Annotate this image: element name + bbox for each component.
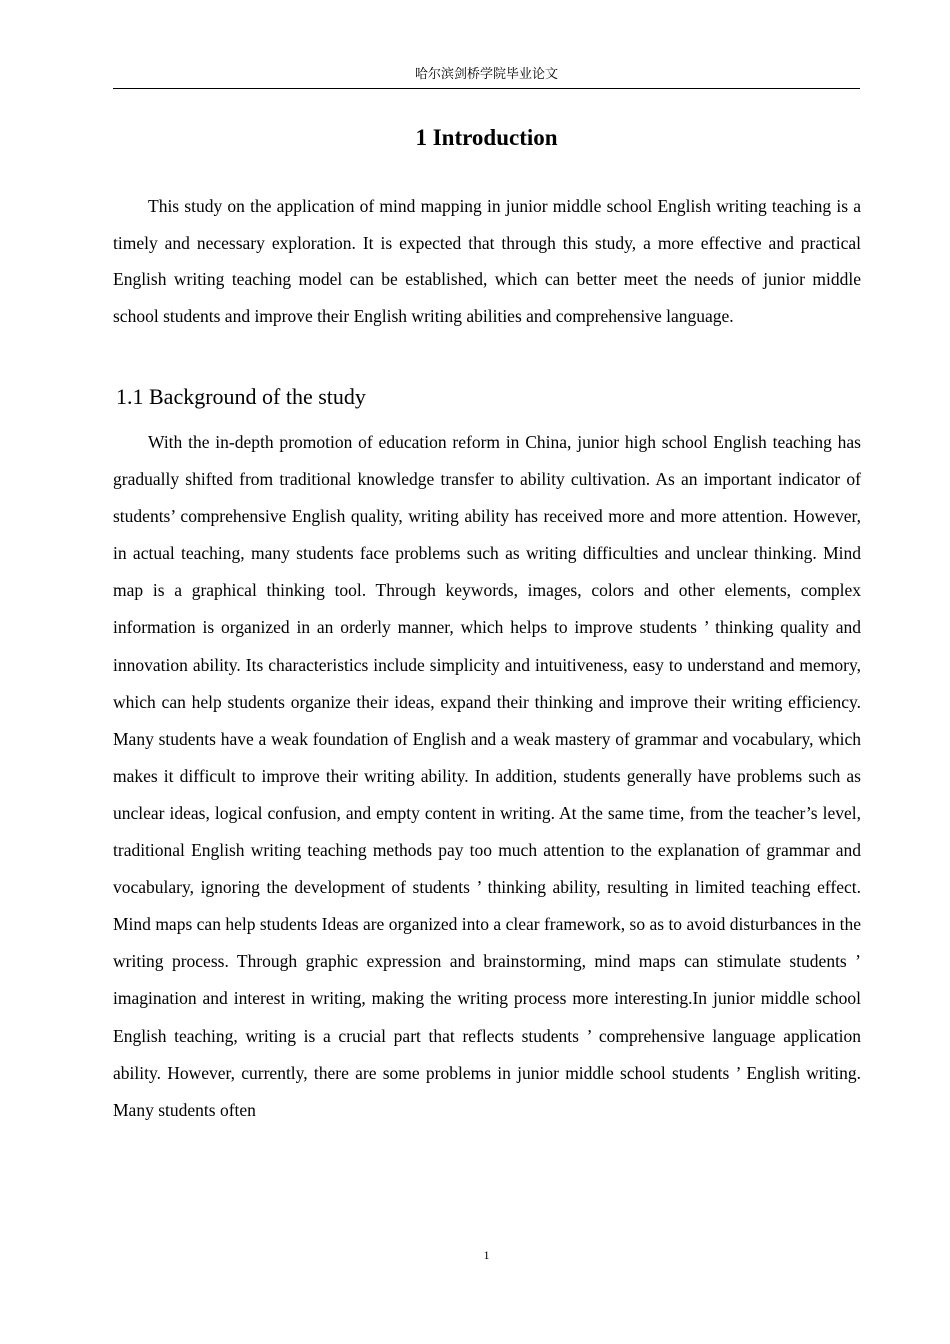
- section-heading: 1.1 Background of the study: [116, 384, 366, 409]
- running-header: 哈尔滨剑桥学院毕业论文: [414, 67, 558, 82]
- intro-paragraph: This study on the application of mind mapping in junior middle school English writing teaching is a timely and necessary exploration. It is expected that through this study, a more effective and practical English writing teaching model can be established, which can better meet the needs of junior middle school students and improve their English writing abilities and comprehensive language.: [113, 196, 861, 326]
- background-paragraph: With the in-depth promotion of education reform in China, junior high school English teaching has gradually shifted from traditional knowledge transfer to ability cultivation. As an important indicator of students’ comprehensive English quality, writing ability has received more and more attention. However, in actual teaching, many students face problems such as writing difficulties and unclear thinking. Mind map is a graphical thinking tool. Through keywords, images, colors and other elements, complex information is organized in an orderly manner, which helps to improve students ’ thinking quality and innovation ability. Its characteristics include simplicity and intuitiveness, easy to understand and memory, which can help students organize their ideas, expand their thinking and improve their writing efficiency. Many students have a weak foundation of English and a weak mastery of grammar and vocabulary, which makes it difficult to improve their writing ability. In addition, students generally have problems such as unclear ideas, logical confusion, and empty content in writing. At the same time, from the teacher’s level, traditional English writing teaching methods pay too much attention to the explanation of grammar and vocabulary, ignoring the development of students ’ thinking ability, resulting in limited teaching effect. Mind maps can help students Ideas are organized into a clear framework, so as to avoid disturbances in the writing process. Through graphic expression and brainstorming, mind maps can stimulate students ’ imagination and interest in writing, making the writing process more interesting.In junior middle school English teaching, writing is a crucial part that reflects students ’ comprehensive language application ability. However, currently, there are some problems in junior middle school students ’ English writing. Many students often: [113, 432, 861, 1120]
- chapter-title: 1 Introduction: [415, 125, 558, 150]
- page-number: 1: [483, 1248, 490, 1262]
- header-divider: [113, 88, 860, 89]
